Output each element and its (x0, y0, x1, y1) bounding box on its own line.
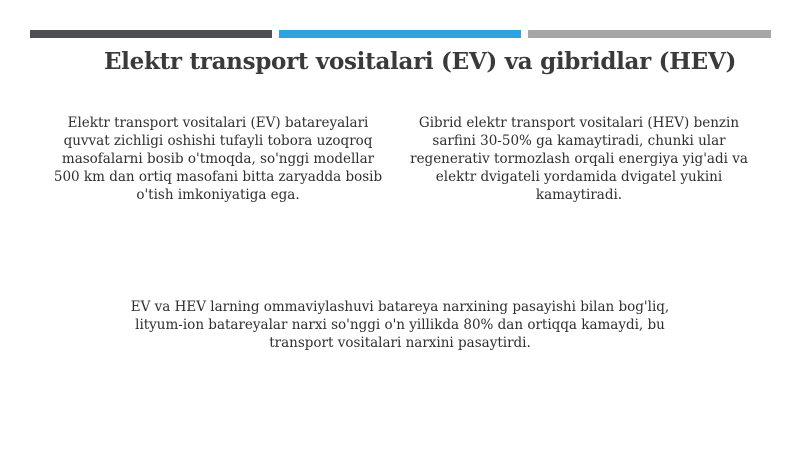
accent-bar-blue (279, 30, 521, 38)
accent-bar-gray (528, 30, 771, 38)
hev-paragraph: Gibrid elektr transport vositalari (HEV) benzin sarfini 30-50% ga kamaytiradi, chunki ular regenerativ tormozlash orqali energiya yig'adi va elektr dvigateli yordamida dvigatel yukini kamaytiradi. (410, 115, 748, 203)
ev-paragraph: Elektr transport vositalari (EV) batareyalari quvvat zichligi oshishi tufayli tobora uzoqroq masofalarni bosib o'tmoqda, so'nggi modellar 500 km dan ortiq masofani bitta zaryadda bosib o'tish imkoniyatiga ega. (53, 115, 383, 203)
slide-title: Elektr transport vositalari (EV) va gibridlar (HEV) (103, 48, 737, 75)
battery-cost-paragraph: EV va HEV larning ommaviylashuvi batareya narxining pasayishi bilan bog'liq, lityum-ion batareyalar narxi so'nggi o'n yillikda 80% dan ortiqqa kamaydi, bu transport vositalari narxini pasaytirdi. (130, 299, 670, 351)
accent-bar-dark (30, 30, 272, 38)
